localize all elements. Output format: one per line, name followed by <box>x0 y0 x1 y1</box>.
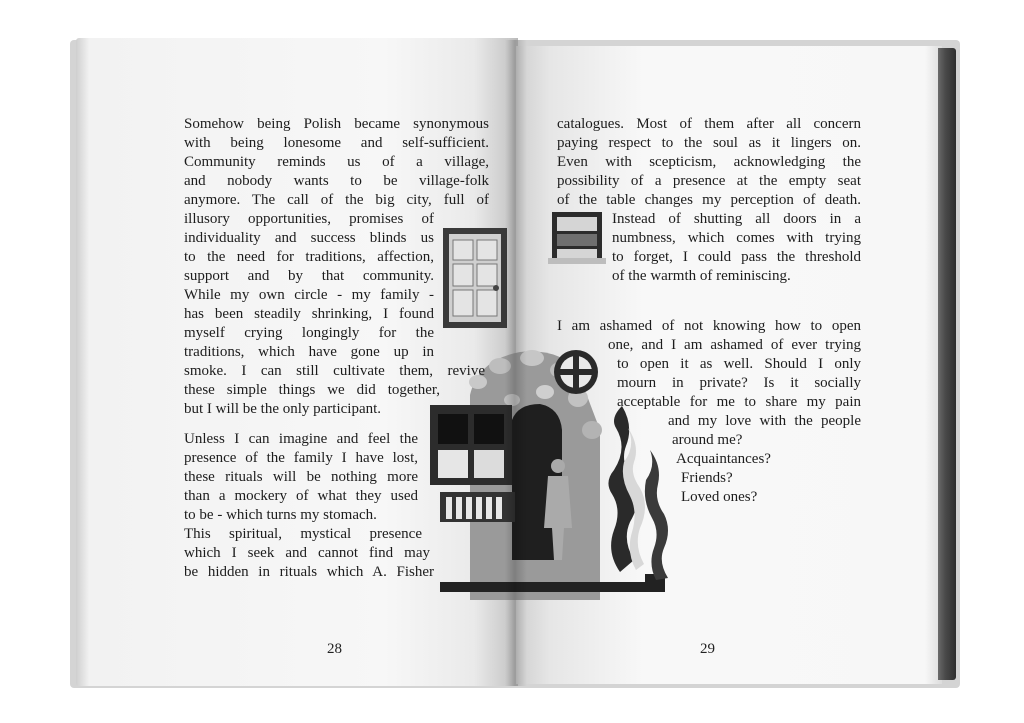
left-text-line: individuality and success blinds us <box>184 230 434 246</box>
right-text-line: numbness, which comes with trying <box>612 230 861 246</box>
window-illustration <box>548 212 606 264</box>
left-text-line: anymore. The call of the big city, full of <box>184 192 489 208</box>
left-text-line: these rituals will be nothing more <box>184 469 418 485</box>
right-text-line: catalogues. Most of them after all concern <box>557 116 861 132</box>
left-text-line: support and by that community. <box>184 268 434 284</box>
right-text-line: one, and I am ashamed of ever trying <box>608 337 861 353</box>
left-text-line: to the need for traditions, affection, <box>184 249 434 265</box>
right-text-line: possibility of a presence at the empty seat <box>557 173 861 189</box>
left-text-line: myself crying longingly for the <box>184 325 434 341</box>
left-text-line: be hidden in rituals which A. Fisher <box>184 564 434 580</box>
right-text-line: Acquaintances? <box>676 451 771 467</box>
left-text-line: While my own circle - my family - <box>184 287 434 303</box>
right-text-line: Instead of shutting all doors in a <box>612 211 861 227</box>
right-text-line: to open it as well. Should I only <box>617 356 861 372</box>
right-text-line: to forget, I could pass the threshold <box>612 249 861 265</box>
right-text-line: of the table changes my perception of death. <box>557 192 861 208</box>
right-text-line: of the warmth of reminiscing. <box>612 268 791 284</box>
left-text-line: Community reminds us of a village, <box>184 154 489 170</box>
page-number-right: 29 <box>700 641 715 657</box>
right-text-line: I am ashamed of not knowing how to open <box>557 318 861 334</box>
left-text-line: than a mockery of what they used <box>184 488 418 504</box>
left-text-line: which I seek and cannot find may <box>184 545 430 561</box>
book-gutter-shadow <box>505 40 527 686</box>
right-text-line: Loved ones? <box>681 489 758 505</box>
left-text-line: This spiritual, mystical presence <box>184 526 422 542</box>
right-text-line: Friends? <box>681 470 733 486</box>
right-text-line: paying respect to the soul as it lingers on. <box>557 135 861 151</box>
right-text-line: and my love with the people <box>668 413 861 429</box>
left-text-line: illusory opportunities, promises of <box>184 211 434 227</box>
left-text-line: Unless I can imagine and feel the <box>184 431 418 447</box>
left-text-line: to be - which turns my stomach. <box>184 507 377 523</box>
right-text-line: acceptable for me to share my pain <box>617 394 861 410</box>
left-text-line: but I will be the only participant. <box>184 401 382 417</box>
door-illustration <box>443 228 507 328</box>
left-text-line: traditions, which have gone up in <box>184 344 434 360</box>
left-text-line: with being lonesome and self-sufficient. <box>184 135 489 151</box>
left-text-line: smoke. I can still cultivate them, revive <box>184 363 485 379</box>
left-text-line: has been steadily shrinking, I found <box>184 306 434 322</box>
left-text-line: these simple things we did together, <box>184 382 440 398</box>
left-text-line: and nobody wants to be village-folk <box>184 173 489 189</box>
right-text-line: Even with scepticism, acknowledging the <box>557 154 861 170</box>
right-text-line: around me? <box>672 432 743 448</box>
left-text-line: presence of the family I have lost, <box>184 450 418 466</box>
left-text-line: Somehow being Polish became synonymous <box>184 116 489 132</box>
page-number-left: 28 <box>327 641 342 657</box>
right-text-line: mourn in private? Is it socially <box>617 375 861 391</box>
